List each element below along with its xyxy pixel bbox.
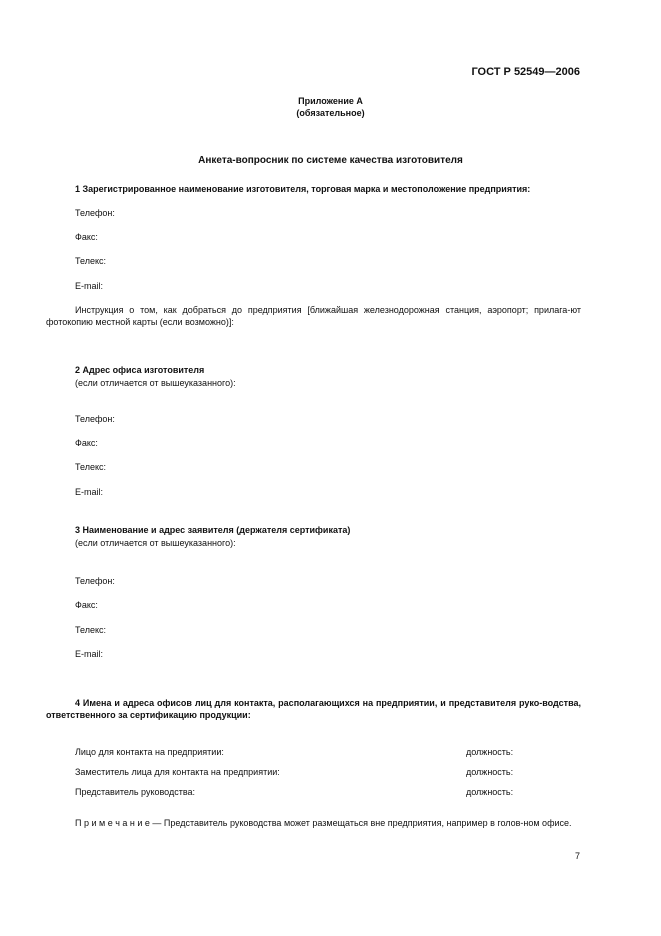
note-text: — Представитель руководства может размещаться вне предприятия, например в голов-ном офисе. [149, 818, 572, 828]
management-rep-label: Представитель руководства: [75, 787, 196, 797]
note-paragraph [46, 817, 581, 829]
section2-phone: Телефон: [75, 414, 115, 424]
section2-telex: Телекс: [75, 462, 106, 472]
section3-heading: 3 Наименование и адрес заявителя (держателя сертификата) [75, 525, 351, 535]
annex-title: Приложение А [298, 96, 363, 106]
section1-heading: 1 Зарегистрированное наименование изготовителя, торговая марка и местоположение предприятия: [75, 184, 531, 194]
contact-person-position: должность: [466, 747, 514, 757]
section1-fax: Факс: [75, 232, 98, 242]
section2-heading: 2 Адрес офиса изготовителя [75, 365, 205, 375]
deputy-contact-label: Заместитель лица для контакта на предприятии: [75, 767, 280, 777]
section3-telex: Телекс: [75, 625, 106, 635]
deputy-contact-position: должность: [466, 767, 514, 777]
section1-email: E-mail: [75, 281, 104, 291]
page-number: 7 [574, 851, 580, 861]
section3-email: E-mail: [75, 649, 104, 659]
section2-email: E-mail: [75, 487, 104, 497]
section3-fax: Факс: [75, 600, 98, 610]
contact-person-label: Лицо для контакта на предприятии: [75, 747, 224, 757]
form-title: Анкета-вопросник по системе качества изготовителя [198, 155, 463, 166]
management-rep-position: должность: [466, 787, 514, 797]
section1-phone: Телефон: [75, 208, 115, 218]
section1-instructions: Инструкция о том, как добраться до предприятия [ближайшая железнодорожная станция, аэропорт; прилага-ют фотокопию местной карты (если возможно)]: [46, 305, 581, 327]
section4-heading: 4 Имена и адреса офисов лиц для контакта, располагающихся на предприятии, и представителя руко-водства, ответственного за сертификацию продукции: [46, 698, 581, 720]
section2-subheading: (если отличается от вышеуказанного): [75, 378, 236, 388]
section3-phone: Телефон: [75, 576, 115, 586]
note-label: П р и м е ч а н и е [75, 818, 150, 828]
standard-code: ГОСТ Р 52549—2006 [471, 66, 580, 78]
section1-telex: Телекс: [75, 256, 106, 266]
section3-subheading: (если отличается от вышеуказанного): [75, 538, 236, 548]
annex-status: (обязательное) [296, 108, 365, 118]
section2-fax: Факс: [75, 438, 98, 448]
